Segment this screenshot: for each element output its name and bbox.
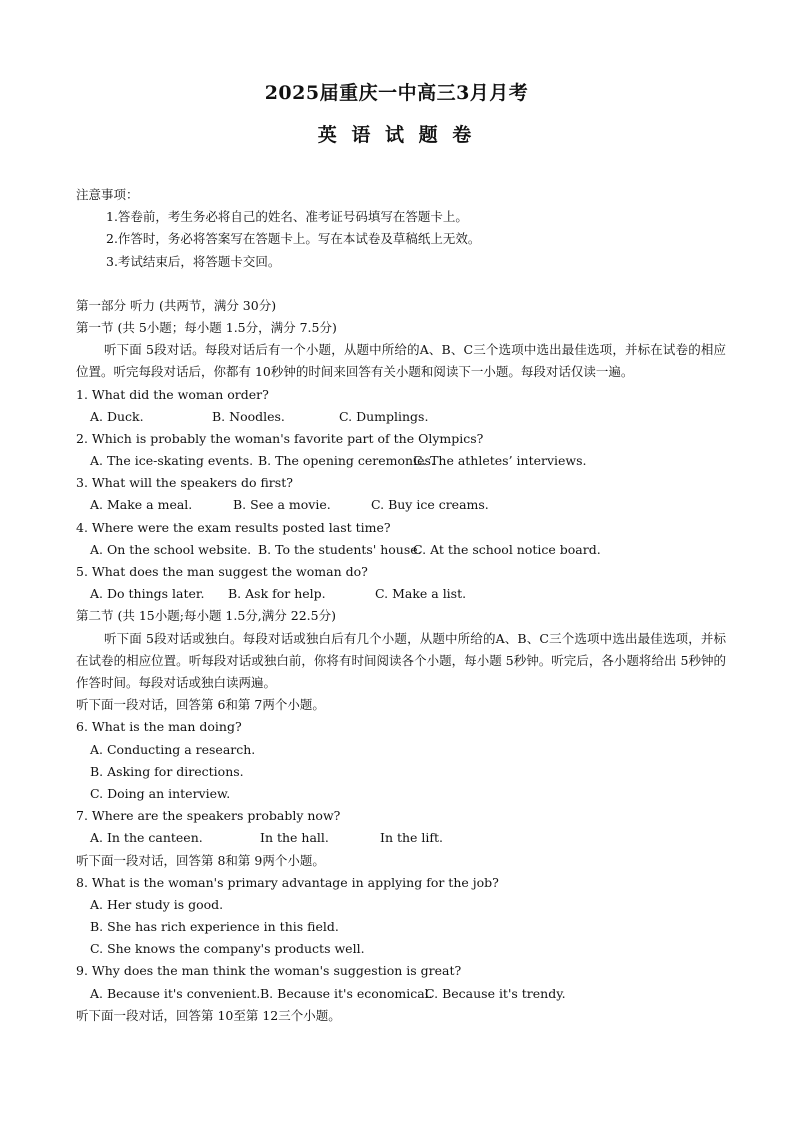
question-stem: 6. What is the man doing? <box>76 719 242 735</box>
option: B. Asking for directions. <box>90 763 244 779</box>
notice-item: 3.考试结束后，将答题卡交回。 <box>106 253 281 269</box>
option: C. Doing an interview. <box>90 785 231 801</box>
section1-instructions: 听下面 5段对话。每段对话后有一个小题，从题中所给的A、B、C三个选项中选出最佳选项，并标在试卷的相应位置。听完每段对话后，你都有 10秒钟的时间来回答有关小题和阅读下一小题。每段对话仅读一遍。 <box>76 342 726 380</box>
question-options <box>76 406 726 428</box>
option: In the lift. <box>380 830 444 846</box>
exam-content <box>76 184 726 1027</box>
question-stem: 4. Where were the exam results posted last time? <box>76 519 391 535</box>
question-stem: 1. What did the woman order? <box>76 386 269 402</box>
option: C. Make a list. <box>375 586 467 602</box>
option: B. To the students' house. <box>258 541 422 557</box>
option: C. At the school notice board. <box>413 541 601 557</box>
option: A. Make a meal. <box>90 497 193 513</box>
question-options <box>76 583 726 605</box>
question-stem: 2. Which is probably the woman's favorite part of the Olympics? <box>76 430 484 446</box>
question-stem: 7. Where are the speakers probably now? <box>76 808 341 824</box>
question-options <box>76 539 726 561</box>
option: B. Noodles. <box>212 408 285 424</box>
option: A. Do things later. <box>90 586 205 602</box>
question-options <box>76 450 726 472</box>
group-lead: 听下面一段对话，回答第 8和第 9两个小题。 <box>76 852 325 868</box>
option: B. She has rich experience in this field. <box>90 919 339 935</box>
spacer <box>76 273 726 295</box>
option: B. See a movie. <box>233 497 331 513</box>
option: A. In the canteen. <box>90 830 203 846</box>
exam-subtitle: 英 语 试 题 卷 <box>317 124 476 146</box>
option: C. Because it's trendy. <box>425 985 566 1001</box>
option: In the hall. <box>260 830 329 846</box>
option: C. The athletes’ interviews. <box>413 453 587 469</box>
question-stem: 3. What will the speakers do first? <box>76 475 293 491</box>
question-stem: 9. Why does the man think the woman's suggestion is great? <box>76 963 462 979</box>
option: B. Because it's economical. <box>260 985 433 1001</box>
notice-item: 2.作答时，务必将答案写在答题卡上。写在本试卷及草稿纸上无效。 <box>106 231 481 247</box>
group-lead: 听下面一段对话，回答第 6和第 7两个小题。 <box>76 697 325 713</box>
question-options <box>76 983 726 1005</box>
group-lead: 听下面一段对话，回答第 10至第 12三个小题。 <box>76 1007 341 1023</box>
option: A. The ice-skating events. <box>90 453 254 469</box>
option: A. Because it's convenient. <box>90 985 261 1001</box>
option: A. Conducting a research. <box>90 741 256 757</box>
question-options <box>76 494 726 516</box>
question-stem: 8. What is the woman's primary advantage in applying for the job? <box>76 874 499 890</box>
part1-heading: 第一部分 听力 (共两节，满分 30分) <box>76 297 277 313</box>
exam-title: 2025届重庆一中高三3月月考 <box>264 82 529 104</box>
section2-instructions: 听下面 5段对话或独白。每段对话或独白后有几个小题，从题中所给的A、B、C三个选项中选出最佳选项，并标在试卷的相应位置。听每段对话或独白前，你将有时间阅读各个小题，每小题 5秒钟。听完后，各小题将给出 5秒钟的作答时间。每段对话或独白读两遍。 <box>76 630 726 690</box>
section2-heading: 第二节 (共 15小题;每小题 1.5分,满分 22.5分) <box>76 608 336 624</box>
option: A. Her study is good. <box>90 896 224 912</box>
option: B. The opening ceremonies. <box>258 453 435 469</box>
option: C. She knows the company's products well. <box>90 941 365 957</box>
option: A. Duck. <box>90 408 144 424</box>
notice-item: 1.答卷前，考生务必将自己的姓名、准考证号码填写在答题卡上。 <box>106 209 468 225</box>
question-stem: 5. What does the man suggest the woman do? <box>76 564 368 580</box>
question-options <box>76 827 726 849</box>
option: C. Dumplings. <box>339 408 429 424</box>
section1-heading: 第一节 (共 5小题；每小题 1.5分，满分 7.5分) <box>76 319 337 335</box>
notice-heading: 注意事项： <box>76 187 139 202</box>
option: C. Buy ice creams. <box>371 497 489 513</box>
option: A. On the school website. <box>90 541 252 557</box>
option: B. Ask for help. <box>228 586 326 602</box>
